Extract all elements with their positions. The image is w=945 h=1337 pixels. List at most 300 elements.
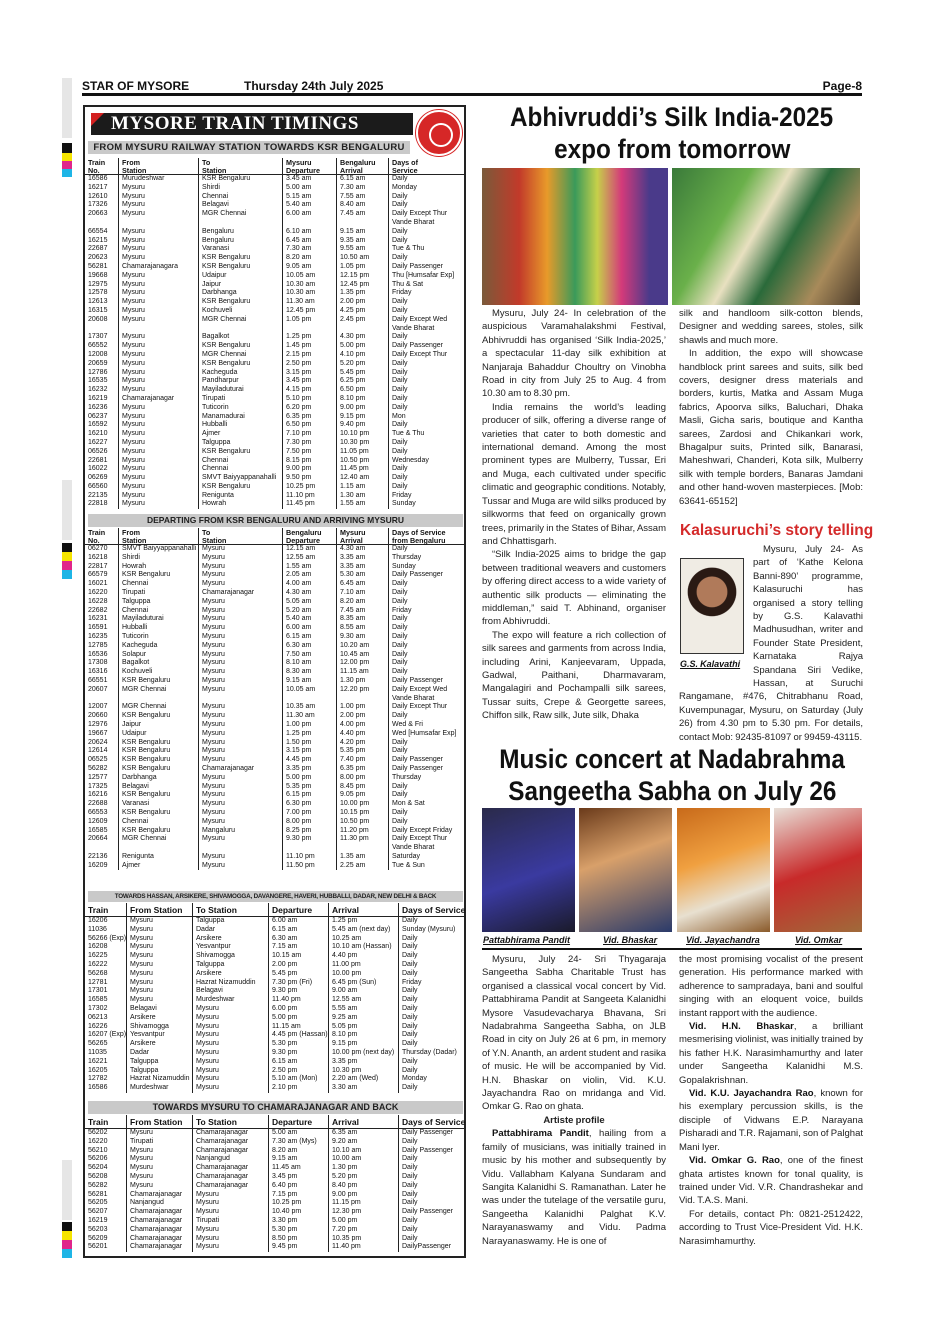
table-row [85, 862, 464, 871]
table-header-row [85, 903, 464, 917]
cell-arrival: 8.45 pm [337, 783, 389, 792]
silk-expo-photo [672, 168, 860, 305]
cell-from-station: Tuticorin [119, 633, 199, 642]
cell-arrival: 3.35 pm [329, 1058, 399, 1067]
cell-from-station: Mysuru [127, 926, 193, 935]
cell-arrival: 10.20 am [337, 642, 389, 651]
cell-from-station: Mysuru [119, 448, 199, 457]
cell-arrival: 6.50 pm [337, 386, 389, 395]
cell-days-of-service: DailyPassenger [402, 1243, 452, 1251]
cell-train-number: 12785 [85, 642, 119, 651]
table-row [85, 360, 464, 369]
cell-days-of-service: Daily [392, 580, 408, 588]
cell-train-number: 56282 [85, 765, 119, 774]
registration-mark [62, 1240, 72, 1249]
cell-days-of-service: Daily [392, 201, 408, 209]
cell-departure: 5.05 am [283, 598, 337, 607]
paragraph: the most promising vocalist of the present generation. His performance marked with adherence to sampradaya, bani and soulful singing with an eloquent voice, builds instant rapport with the audience. [679, 954, 863, 1019]
cell-days-of-service: Daily Passenger [402, 1129, 453, 1136]
cell-from-station: Kacheguda [119, 642, 199, 651]
cell-arrival: 4.20 pm [337, 739, 389, 748]
cell-to-station: Mysuru [193, 1005, 269, 1014]
table-row [85, 853, 464, 862]
cell-train-number: 12786 [85, 369, 119, 378]
train-timings-box [83, 105, 466, 1258]
cell-from-station: Mysuru [119, 316, 199, 334]
cell-arrival: 4.30 am [337, 545, 389, 554]
cell-train-number: 16219 [85, 1217, 127, 1226]
cell-arrival: 1.00 pm [337, 703, 389, 712]
cell-train-number: 56281 [85, 1191, 127, 1200]
table-row [85, 413, 464, 422]
cell-train-number: 56282 [85, 1182, 127, 1191]
cell-days-of-service: Daily [402, 1057, 418, 1065]
cell-arrival: 11.40 pm [329, 1243, 399, 1252]
cell-from-station: Mysuru [119, 386, 199, 395]
cell-to-station: Mysuru [199, 712, 283, 721]
photo-caption: Vid. Bhaskar [603, 935, 658, 945]
cell-departure: 7.50 pm [283, 448, 337, 457]
table-row [85, 263, 464, 272]
registration-mark [62, 1249, 72, 1258]
cell-from-station: Mysuru [127, 1173, 193, 1182]
cell-from-station: Mysuru [127, 952, 193, 961]
cell-arrival: 5.20 pm [337, 360, 389, 369]
cell-departure: 6.30 pm [283, 800, 337, 809]
cell-to-station: Chamarajanagar [193, 1147, 269, 1156]
cell-arrival: 10.00 pm [329, 970, 399, 979]
cell-arrival: 12.15 pm [337, 272, 389, 281]
cell-arrival: 9.40 pm [337, 421, 389, 430]
cell-from-station: KSR Bengaluru [119, 739, 199, 748]
cell-days-of-service: Daily Passenger [392, 756, 443, 764]
cell-arrival: 1.25 pm [329, 917, 399, 926]
cell-arrival: 10.10 am [329, 1147, 399, 1156]
silk-headline [468, 101, 876, 165]
cell-from-station: Solapur [119, 651, 199, 660]
cell-from-station: KSR Bengaluru [119, 791, 199, 800]
table-row [85, 430, 464, 439]
cell-days-of-service: Daily [392, 588, 408, 596]
cell-to-station: KSR Bengaluru [199, 448, 283, 457]
cell-arrival: 6.35 pm [337, 765, 389, 774]
cell-train-number: 66552 [85, 342, 119, 351]
cell-train-number: 17301 [85, 987, 127, 996]
cell-from-station: Mysuru [119, 298, 199, 307]
cell-departure: 7.30 am (Mys) [269, 1138, 329, 1147]
train-table-chamarajanagar [85, 1115, 464, 1252]
cell-arrival: 1.35 am [337, 853, 389, 862]
cell-departure: 1.00 pm [283, 721, 337, 730]
cell-days-of-service: Friday [392, 491, 412, 499]
cell-from-station: Mysuru [119, 210, 199, 228]
table-row [85, 835, 464, 853]
cell-departure: 5.00 pm [283, 774, 337, 783]
cell-arrival: 8.40 pm [329, 1182, 399, 1191]
table-row [85, 979, 464, 988]
kalasuruchi-headline: Kalasuruchi’s story telling [680, 522, 874, 539]
cell-days-of-service: Thursday [392, 773, 422, 781]
cell-train-number: 16536 [85, 651, 119, 660]
paragraph-text: , one of the finest ghata artistes known for tonal quality, is trained under Vid. V.R. Chandrashekar and Vid. T.A.S. Mani. [679, 1155, 863, 1207]
cell-to-station: Mysuru [199, 668, 283, 677]
cell-to-station: SMVT Baiyyappanahalli [199, 474, 283, 483]
cell-days-of-service: Daily [402, 1013, 418, 1021]
cell-days-of-service: Daily Passenger [392, 262, 443, 270]
cell-arrival: 5.45 am (next day) [329, 926, 399, 935]
cell-train-number: 16216 [85, 791, 119, 800]
cell-train-number: 06525 [85, 756, 119, 765]
cell-train-number: 17325 [85, 783, 119, 792]
cell-days-of-service: Thu [Humsafar Exp] [392, 271, 455, 279]
cell-from-station: Shirdi [119, 554, 199, 563]
cell-days-of-service: Sunday [392, 500, 416, 508]
cell-to-station: Mysuru [199, 571, 283, 580]
column-header-to-station: To Station [199, 528, 283, 544]
cell-from-station: Howrah [119, 563, 199, 572]
cell-days-of-service: Daily [392, 615, 408, 623]
cell-from-station: Mysuru [119, 500, 199, 509]
cell-to-station: Mysuru [199, 721, 283, 730]
cell-train-number: 16316 [85, 668, 119, 677]
cell-arrival: 3.35 am [337, 554, 389, 563]
indian-railways-logo [416, 110, 462, 156]
cell-from-station: Mysuru [119, 430, 199, 439]
cell-arrival: 5.45 pm [337, 369, 389, 378]
paragraph-text: , a brilliant mesmerising violinist, was initially trained by his father H.K. Narasimhamurthy and later under Sangeetha Kalanidhi M.S. Gopalakrishnan. [679, 1021, 863, 1086]
cell-departure: 9.45 pm [269, 1243, 329, 1252]
cell-arrival: 7.10 am [337, 589, 389, 598]
cell-days-of-service: Wed & Fri [392, 720, 423, 728]
cell-to-station: Mysuru [199, 862, 283, 871]
train-table-from-bengaluru [85, 528, 464, 870]
cell-arrival: 5.30 am [337, 571, 389, 580]
cell-from-station: Mysuru [119, 413, 199, 422]
cell-from-station: Mysuru [127, 996, 193, 1005]
cell-to-station: Chamarajanagar [193, 1164, 269, 1173]
cell-arrival: 8.10 pm [337, 395, 389, 404]
table-row [85, 633, 464, 642]
cell-train-number: 22135 [85, 492, 119, 501]
cell-departure: 2.15 pm [283, 351, 337, 360]
cell-from-station: Mysuru [127, 917, 193, 926]
cell-to-station: Mysuru [199, 563, 283, 572]
table-row [85, 1191, 464, 1200]
cell-arrival: 4.40 pm [337, 730, 389, 739]
cell-from-station: Mysuru [119, 351, 199, 360]
cell-arrival: 9.00 pm [329, 1191, 399, 1200]
cell-from-station: Mysuru [119, 457, 199, 466]
cell-to-station: Pandharpur [199, 377, 283, 386]
cell-train-number: 20623 [85, 254, 119, 263]
cell-days-of-service: Daily [392, 545, 408, 552]
cell-arrival: 12.45 pm [337, 281, 389, 290]
cell-to-station: Darbhanga [199, 289, 283, 298]
table-row [85, 791, 464, 800]
cell-to-station: Mysuru [193, 1084, 269, 1093]
cell-to-station: Howrah [199, 500, 283, 509]
column-header-departure: Bengaluru Departure [283, 528, 337, 544]
cell-days-of-service: Daily [392, 712, 408, 720]
cell-to-station: Mysuru [199, 818, 283, 827]
cell-from-station: Mysuru [119, 369, 199, 378]
cell-from-station: SMVT Baiyyappanahalli [119, 545, 199, 554]
cell-departure: 2.10 pm [269, 1084, 329, 1093]
cell-arrival: 9.00 am [329, 987, 399, 996]
cell-departure: 2.50 pm [269, 1067, 329, 1076]
cell-arrival: 3.30 am [329, 1084, 399, 1093]
cell-to-station: Chennai [199, 465, 283, 474]
pattabhirama-photo [482, 808, 575, 932]
cell-to-station: Hubballi [199, 421, 283, 430]
cell-arrival: 10.35 pm [329, 1235, 399, 1244]
cell-to-station: Chamarajanagar [193, 1129, 269, 1138]
cell-days-of-service: Daily [392, 632, 408, 640]
cell-to-station: Talguppa [193, 917, 269, 926]
cell-to-station: KSR Bengaluru [199, 342, 283, 351]
cell-departure: 7.15 am [269, 943, 329, 952]
cell-to-station: Mysuru [193, 1040, 269, 1049]
cell-to-station: Mysuru [199, 783, 283, 792]
table-row [85, 289, 464, 298]
headline-line: Music concert at Nadabrahma [499, 744, 845, 774]
column-header-arrival: Bengaluru Arrival [337, 158, 389, 174]
cell-to-station: Mysuru [199, 686, 283, 704]
cell-arrival: 11.30 pm [337, 835, 389, 853]
cell-days-of-service: Sunday (Mysuru) [402, 925, 456, 933]
cell-arrival: 4.10 pm [337, 351, 389, 360]
section-heading: FROM MYSURU RAILWAY STATION TOWARDS KSR BENGALURU [88, 141, 410, 154]
cell-departure: 6.45 am [283, 237, 337, 246]
table-row [85, 1084, 464, 1093]
table-row [85, 298, 464, 307]
cell-to-station: Jaipur [199, 281, 283, 290]
cell-departure: 8.20 am [269, 1147, 329, 1156]
cell-departure: 7.30 pm (Fri) [269, 979, 329, 988]
cell-arrival: 2.00 pm [337, 712, 389, 721]
cell-train-number: 16209 [85, 862, 119, 871]
column-header-arrival: Mysuru Arrival [337, 528, 389, 544]
cell-departure: 5.40 am [283, 615, 337, 624]
cell-arrival: 9.35 am [337, 237, 389, 246]
cell-from-station: Talguppa [127, 1067, 193, 1076]
cell-departure: 1.25 pm [283, 730, 337, 739]
cell-arrival: 9.15 pm [329, 1040, 399, 1049]
cell-arrival: 11.15 am [337, 668, 389, 677]
table-row [85, 1031, 464, 1040]
cell-train-number: 56206 [85, 1155, 127, 1164]
cell-train-number: 20664 [85, 835, 119, 853]
cell-departure: 8.25 pm [283, 827, 337, 836]
cell-from-station: Mysuru [119, 360, 199, 369]
cell-to-station: Nanjangud [193, 1155, 269, 1164]
cell-departure: 11.50 pm [283, 862, 337, 871]
cell-departure: 6.10 am [283, 228, 337, 237]
cell-days-of-service: Daily [392, 659, 408, 667]
cell-departure: 5.20 am [283, 607, 337, 616]
cell-arrival: 3.35 am [337, 563, 389, 572]
cell-train-number: 22817 [85, 563, 119, 572]
cell-to-station: Mysuru [199, 633, 283, 642]
column-header-train-number: Train [85, 903, 127, 916]
cell-train-number: 17308 [85, 659, 119, 668]
cell-to-station: Bagalkot [199, 333, 283, 342]
cell-to-station: MGR Chennai [199, 316, 283, 334]
cell-arrival: 4.25 pm [337, 307, 389, 316]
bhaskar-photo [579, 808, 672, 932]
cell-days-of-service: Daily [392, 175, 408, 182]
cell-departure: 6.15 am [283, 633, 337, 642]
cell-to-station: Dadar [193, 926, 269, 935]
table-row [85, 970, 464, 979]
cell-departure: 9.05 am [283, 263, 337, 272]
paragraph-text: , known for his exemplary percussion skills, is the disciple of Vidwans E.P. Narayana Pisharadi and T.R. Rajamani, son of Palghat Mani Iyer. [679, 1088, 863, 1153]
column-header-from-station: From Station [127, 1115, 193, 1128]
paragraph: In addition, the expo will showcase handblock print sarees and suits, silk bed covers, designer dress materials and borders, kurtis, Matka and Assam Muga fabrics, Apoorva silks, Baluchari, Dhaka Masli, Gicha saris, boutique and Kantha sarees, Zardosi and Chikankari work, Bhagalpur suits, Printed silk, Banarasi, Maheshwari, Chanderi, Kota silk, Mulberry silk with temple borders, Banaras Jamdani and other hand-woven masterpieces. [Mob: 63641-65152] [679, 348, 863, 507]
table-row [85, 342, 464, 351]
cell-days-of-service: Daily [392, 747, 408, 755]
flag-icon [91, 113, 104, 126]
cell-train-number: 12614 [85, 747, 119, 756]
cell-departure: 8.20 am [283, 254, 337, 263]
cell-train-number: 56204 [85, 1164, 127, 1173]
cell-to-station: Bengaluru [199, 228, 283, 237]
cell-to-station: KSR Bengaluru [199, 483, 283, 492]
cell-days-of-service: Daily [392, 368, 408, 376]
cell-from-station: Arsikere [127, 1040, 193, 1049]
cell-departure: 7.15 pm [269, 1191, 329, 1200]
cell-train-number: 16235 [85, 633, 119, 642]
cell-train-number: 22681 [85, 457, 119, 466]
cell-arrival: 11.00 pm [329, 961, 399, 970]
section-heading: TOWARDS MYSURU TO CHAMARAJANAGAR AND BACK [88, 1101, 463, 1114]
table-row [85, 377, 464, 386]
registration-mark [62, 78, 72, 138]
cell-train-number: 22688 [85, 800, 119, 809]
cell-from-station: Shivamogga [127, 1023, 193, 1032]
cell-from-station: Mysuru [127, 1164, 193, 1173]
cell-departure: 6.20 pm [283, 404, 337, 413]
table-row [85, 554, 464, 563]
cell-from-station: Udaipur [119, 730, 199, 739]
table-row [85, 712, 464, 721]
cell-to-station: Manamadurai [199, 413, 283, 422]
cell-days-of-service: Monday [402, 1075, 427, 1083]
table-row [85, 943, 464, 952]
cell-days-of-service: Daily Except Wed Vande Bharat [392, 685, 448, 702]
cell-departure: 6.15 pm [283, 791, 337, 800]
cell-from-station: Mysuru [119, 333, 199, 342]
cell-days-of-service: Daily [402, 1084, 418, 1092]
cell-to-station: Udaipur [199, 272, 283, 281]
table-row [85, 1182, 464, 1191]
cell-days-of-service: Daily [392, 597, 408, 605]
cell-train-number: 16592 [85, 421, 119, 430]
cell-from-station: KSR Bengaluru [119, 677, 199, 686]
cell-to-station: Mysuru [199, 545, 283, 554]
cell-departure: 3.45 pm [269, 1173, 329, 1182]
cell-train-number: 16210 [85, 430, 119, 439]
table-row [85, 439, 464, 448]
cell-train-number: 16215 [85, 237, 119, 246]
cell-departure: 5.15 am [283, 193, 337, 202]
cell-from-station: Nanjangud [127, 1199, 193, 1208]
cell-to-station: KSR Bengaluru [199, 360, 283, 369]
cell-train-number: 06269 [85, 474, 119, 483]
cell-train-number: 19667 [85, 730, 119, 739]
cell-days-of-service: Daily [392, 668, 408, 676]
paragraph [679, 1020, 863, 1087]
cell-to-station: Mysuru [193, 1191, 269, 1200]
cell-days-of-service: Saturday [392, 852, 421, 860]
cell-days-of-service: Tue & Thu [392, 430, 425, 438]
cell-train-number: 16236 [85, 404, 119, 413]
cell-to-station: Arsikere [193, 935, 269, 944]
cell-to-station: Mysuru [193, 1235, 269, 1244]
cell-days-of-service: Daily Except Thur [392, 703, 448, 711]
cell-arrival: 5.05 pm [329, 1023, 399, 1032]
cell-train-number: 16586 [85, 1084, 127, 1093]
cell-departure: 1.05 pm [283, 316, 337, 334]
cell-days-of-service: Friday [392, 606, 412, 614]
cell-from-station: Mysuru [119, 483, 199, 492]
paragraph-text: , hailing from a family of musicians, was initially trained in music by his mother and subsequently by Vidu. Vallabham Kalyana Sundaram and Sangita Kalanidhi S. Ramanathan. Later he was under the tutelage of the versatile guru, Sangeetha Kalanidhi Palghat K.V. Narayanaswamy and Vidu. Padma Narayanaswamy. He is one of [482, 1128, 666, 1247]
cell-days-of-service: Daily [402, 996, 418, 1004]
train-table-hassan [85, 903, 464, 1093]
cell-departure: 9.30 pm [269, 1049, 329, 1058]
table-row [85, 272, 464, 281]
cell-to-station: Tuticorin [199, 404, 283, 413]
silk-article-col2 [679, 307, 863, 508]
cell-departure: 8.30 am [283, 668, 337, 677]
table-row [85, 765, 464, 774]
cell-train-number: 56205 [85, 1199, 127, 1208]
cell-to-station: Mysuru [199, 580, 283, 589]
cell-train-number: 12008 [85, 351, 119, 360]
cell-arrival: 6.15 am [337, 175, 389, 184]
cell-days-of-service: Daily [392, 306, 408, 314]
registration-mark [62, 543, 72, 552]
cell-to-station: Shivamogga [193, 952, 269, 961]
kalasuruchi-article [679, 543, 863, 744]
cell-departure: 1.55 am [283, 563, 337, 572]
table-row [85, 677, 464, 686]
cell-to-station: Tirupati [193, 1217, 269, 1226]
cell-from-station: Belagavi [127, 1005, 193, 1014]
page-number: Page-8 [822, 79, 862, 93]
kalavathi-photo-block [679, 556, 749, 678]
cell-from-station: Hazrat Nizamuddin [127, 1075, 193, 1084]
table-row [85, 935, 464, 944]
cell-to-station: Tirupati [199, 395, 283, 404]
cell-departure: 10.30 am [283, 281, 337, 290]
cell-departure: 9.15 am [269, 1155, 329, 1164]
cell-days-of-service: Daily [392, 192, 408, 200]
cell-from-station: KSR Bengaluru [119, 809, 199, 818]
cell-train-number: 06270 [85, 545, 119, 554]
table-row [85, 1147, 464, 1156]
cell-from-station: Talguppa [119, 598, 199, 607]
table-row [85, 254, 464, 263]
table-header-row [85, 1115, 464, 1129]
cell-from-station: KSR Bengaluru [119, 747, 199, 756]
cell-days-of-service: Daily [392, 465, 408, 473]
cell-to-station: Mysuru [199, 800, 283, 809]
table-row [85, 1014, 464, 1023]
cell-from-station: Chennai [119, 607, 199, 616]
cell-train-number: 12609 [85, 818, 119, 827]
cell-departure: 6.35 pm [283, 413, 337, 422]
